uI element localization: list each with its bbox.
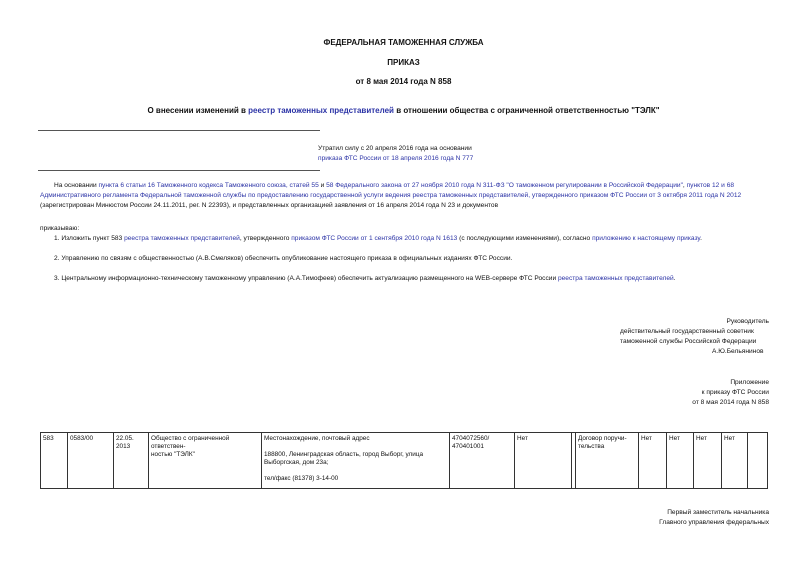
agency-name: ФЕДЕРАЛЬНАЯ ТАМОЖЕННАЯ СЛУЖБА (323, 38, 484, 47)
footer-department: Главного управления федеральных (659, 519, 769, 526)
item1-text-a: 1. Изложить пункт 583 (54, 235, 125, 242)
cell-col7: Нет (515, 433, 572, 489)
item1-registry-link[interactable]: реестра таможенных представителей (124, 235, 240, 242)
cell-org-line2: ответствен- (151, 443, 186, 450)
preamble-code-link[interactable]: пункта 6 статьи 16 Таможенного кодекса Таможенного союза, статей 55 (98, 182, 319, 189)
cell-col12: Нет (694, 433, 722, 489)
order-item-2: 2. Управлению по связям с общественностью (А.В.Смеляков) обеспечить опубликование настоящего приказа в официальных изданиях ФТС России. (54, 255, 513, 262)
appendix-order: к приказу ФТС России (701, 389, 769, 396)
preamble-text-3: , (682, 182, 687, 189)
cell-addr-line1: Местонахождение, почтовый адрес (264, 435, 370, 442)
item1-text-b: , утвержденного (239, 235, 292, 242)
item3-text-a: 3. Центральному информационно-техническому таможенному управлению (А.А.Тимофеев) обеспечить актуализацию размещенного на WEB-сервере ФТС России (54, 275, 558, 282)
order-word: приказываю: (40, 225, 80, 232)
cell-guarantee (576, 433, 639, 489)
footer-position: Первый заместитель начальника (667, 509, 769, 516)
cell-org-line3: ностью "ТЭЛК" (151, 451, 195, 458)
title-suffix: в отношении общества с ограниченной ответственностью "ТЭЛК" (393, 106, 660, 115)
cell-address (262, 433, 450, 489)
status-repeal-link[interactable]: приказа ФТС России от 18 апреля 2016 года N 777 (318, 155, 474, 162)
appendix-date: от 8 мая 2014 года N 858 (692, 399, 769, 406)
cell-date-line2: 2013 (116, 443, 131, 450)
divider-bottom (38, 170, 320, 171)
cell-col10: Нет (639, 433, 667, 489)
cell-inn-line2: 470401001 (452, 443, 484, 450)
appendix-label: Приложение (730, 379, 769, 386)
signature-title: Руководитель (726, 318, 769, 325)
cell-addr-gap2 (264, 467, 447, 475)
preamble-text-2: и (318, 182, 327, 189)
cell-reg-no: 0583/00 (68, 433, 114, 489)
document-type: ПРИКАЗ (387, 58, 420, 67)
title-prefix: О внесении изменений в (147, 106, 249, 115)
cell-date (114, 433, 149, 489)
item1-appendix-link[interactable]: приложению к настоящему приказу (592, 235, 701, 242)
cell-inn-line1: 4704072560/ (452, 435, 490, 442)
table-row (41, 433, 768, 489)
cell-guarantee-line2: тельства (578, 443, 605, 450)
document-title (0, 106, 807, 115)
item1-text-c: (с последующими изменениями), согласно (457, 235, 593, 242)
cell-addr-gap (264, 443, 447, 451)
order-item-1 (54, 235, 702, 242)
order-item-3 (54, 275, 676, 282)
cell-addr-line3: Выборгская, дом 23а; (264, 459, 329, 466)
preamble-law-link[interactable]: 58 Федерального закона от 27 ноября 2010 года N 311-ФЗ "О таможенном регулировании в Российской Федерации" (326, 182, 683, 189)
cell-col11: Нет (667, 433, 694, 489)
document-date: от 8 мая 2014 года N 858 (355, 77, 452, 86)
cell-col13: Нет (722, 433, 748, 489)
item1-order-link[interactable]: приказом ФТС России от 1 сентября 2010 года N 1613 (291, 235, 458, 242)
signature-name: А.Ю.Бельянинов (712, 348, 764, 355)
cell-org-line1: Общество с ограниченной (151, 435, 230, 442)
cell-date-line1: 22.05. (116, 435, 134, 442)
cell-addr-line2: 188800, Ленинградская область, город Выборг, улица (264, 451, 424, 458)
status-text: Утратил силу с 20 апреля 2016 года на основании (318, 145, 472, 152)
preamble-regulation-link[interactable]: пунктов 12 и 68 Административного регламента Федеральной таможенной службы по предоставлению государственной услуги ведения реестра таможенных представителей, утвержденного приказом ФТС России от 3 октября 2011 года N 2012 (40, 182, 742, 199)
item3-registry-link[interactable]: реестра таможенных представителей (557, 275, 674, 282)
cell-organization (149, 433, 262, 489)
registry-table (40, 432, 768, 489)
divider-top (38, 130, 320, 131)
signature-rank: действительный государственный советник (620, 328, 754, 335)
preamble (40, 181, 768, 211)
item1-text-d: . (700, 235, 702, 242)
preamble-text-4: (зарегистрирован Минюстом России 24.11.2011, рег. N 22393), и представленных организацией заявления от 16 апреля 2014 года N 23 и документов (40, 202, 499, 209)
cell-col14 (748, 433, 768, 489)
title-registry-link[interactable]: реестр таможенных представителей (248, 106, 394, 115)
signature-service: таможенной службы Российской Федерации (620, 338, 757, 345)
cell-inn (450, 433, 515, 489)
item3-text-b: . (673, 275, 676, 282)
cell-guarantee-line1: Договор поручи- (578, 435, 627, 442)
preamble-text-1: На основании (54, 182, 99, 189)
cell-addr-line4: тел/факс (81378) 3-14-00 (264, 475, 339, 482)
cell-number: 583 (41, 433, 68, 489)
